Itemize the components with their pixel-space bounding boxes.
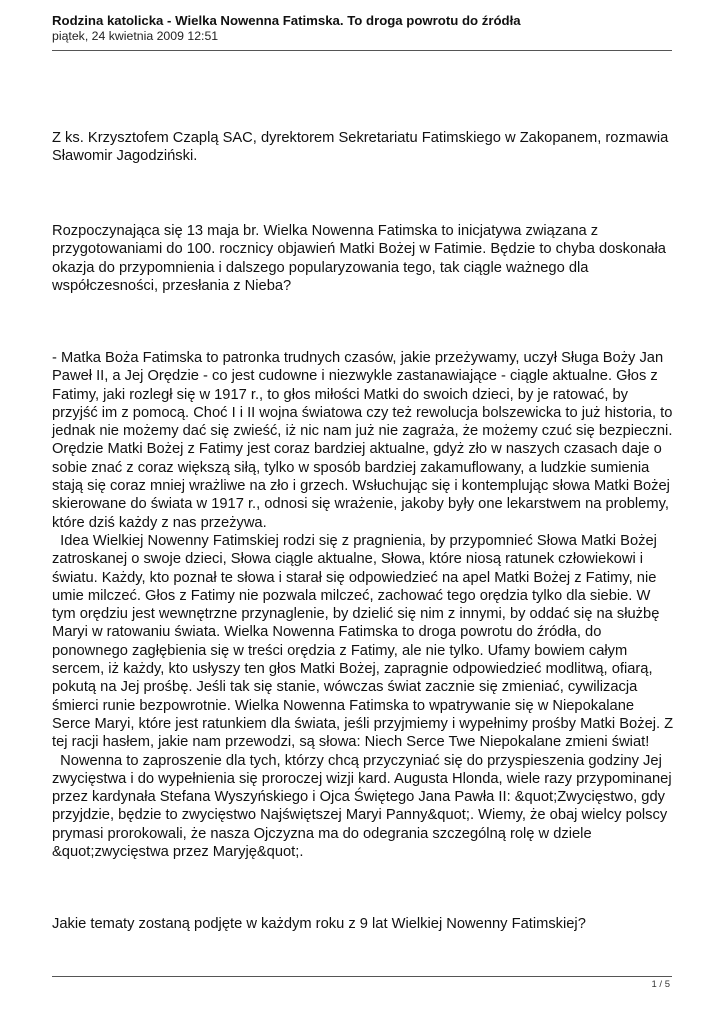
answer-paragraph-2: Idea Wielkiej Nowenny Fatimskiej rodzi się z pragnienia, by przypomnieć Słowa Matki Bożej zatroskanej o swoje dzieci, Słowa ciągle aktualne, Słowa, które niosą ratunek człowiekowi i światu. Każdy, kto poznał te słowa i starał się odpowiedzieć na apel Matki Bożej z Fatimy, nie umie milczeć. Głos z Fatimy nie pozwala milczeć, zachować tego orędzia tylko dla siebie. W tym orędziu jest wewnętrzne przynaglenie, by dzielić się nim z innymi, by oddać się na służbę Maryi w ratowaniu świata. Wielka Nowenna Fatimska to droga powrotu do źródła, do ponownego zagłębienia się w treści orędzia z Fatimy, ale nie tylko. Ufamy bowiem całym sercem, iż każdy, kto usłyszy ten głos Matki Bożej, zapragnie odpowiedzieć modlitwą, ofiarą, pokutą na Jej prośbę. Jeśli tak się stanie, wówczas świat zacznie się zmieniać, cywilizacja śmierci runie bezpowrotnie. Wielka Nowenna Fatimska to wpatrywanie się w Niepokalane Serce Maryi, które jest ratunkiem dla świata, jeśli przyjmiemy i wypełnimy prośby Matki Bożej. Z tej racji hasłem, jakie nam przewodzi, są słowa: Niech Serce Twe Niepokalane zmieni świat!	[52, 532, 678, 751]
answer-paragraph-1: - Matka Boża Fatimska to patronka trudnych czasów, jakie przeżywamy, uczył Sługa Boży Jan Paweł II, a Jej Orędzie - co jest cudowne i niezwykle zastanawiające - ciągle aktualne. Głos z Fatimy, jaki rozległ się w 1917 r., to głos miłości Matki do swoich dzieci, by je ratować, by przyjść im z pomocą. Choć I i II wojna światowa czy też rewolucja bolszewicka to już historia, to jednak nie możemy dać się zwieść, iż nic nam już nie zagraża, że możemy czuć się bezpieczni. Orędzie Matki Bożej z Fatimy jest coraz bardziej aktualne, gdyż zło w naszych czasach daje o sobie znać z coraz większą siłą, tylko w sposób bardziej zakamuflowany, a ludzkie sumienia stają się coraz mniej wrażliwe na zło i grzech. Wsłuchując się i kontemplując słowa Matki Bożej skierowane do świata w 1917 r., odnosi się wrażenie, jakoby były one lekarstwem na problemy, które dziś każdy z nas przeżywa.	[52, 350, 673, 531]
question-paragraph-2: Jakie tematy zostaną podjęte w każdym roku z 9 lat Wielkiej Nowenny Fatimskiej?	[52, 916, 586, 932]
publication-date: piątek, 24 kwietnia 2009 12:51	[52, 29, 219, 43]
answer-block	[52, 349, 678, 861]
answer-paragraph-3: Nowenna to zaproszenie dla tych, którzy chcą przyczyniać się do przyspieszenia godziny Jej zwycięstwa i do wypełnienia się proroczej wizji kard. Augusta Hlonda, wiele razy przypominanej przez kardynała Stefana Wyszyńskiego i Ojca Świętego Jana Pawła II: &quot;Zwycięstwo, gdy przyjdzie, będzie to zwycięstwo Najświętszej Maryi Panny&quot;. Wiemy, że obaj wielcy polscy prymasi prorokowali, że nasza Ojczyzna ma do odegrania szczególną rolę w dziele &quot;zwycięstwa przez Maryję&quot;.	[52, 752, 676, 861]
document-title: Rodzina katolicka - Wielka Nowenna Fatimska. To droga powrotu do źródła	[52, 13, 521, 28]
intro-paragraph: Z ks. Krzysztofem Czaplą SAC, dyrektorem Sekretariatu Fatimskiego w Zakopanem, rozmawia Sławomir Jagodziński.	[52, 130, 669, 165]
document-header	[52, 13, 672, 44]
page-number: 1 / 5	[651, 979, 670, 990]
footer-divider	[52, 976, 672, 977]
question-paragraph-1: Rozpoczynająca się 13 maja br. Wielka Nowenna Fatimska to inicjatywa związana z przygotowaniami do 100. rocznicy objawień Matki Bożej w Fatimie. Będzie to chyba doskonała okazja do przypomnienia i dalszego popularyzowania tego, tak ciągle ważnego dla współczesności, przesłania z Nieba?	[52, 223, 666, 294]
header-divider	[52, 50, 672, 51]
